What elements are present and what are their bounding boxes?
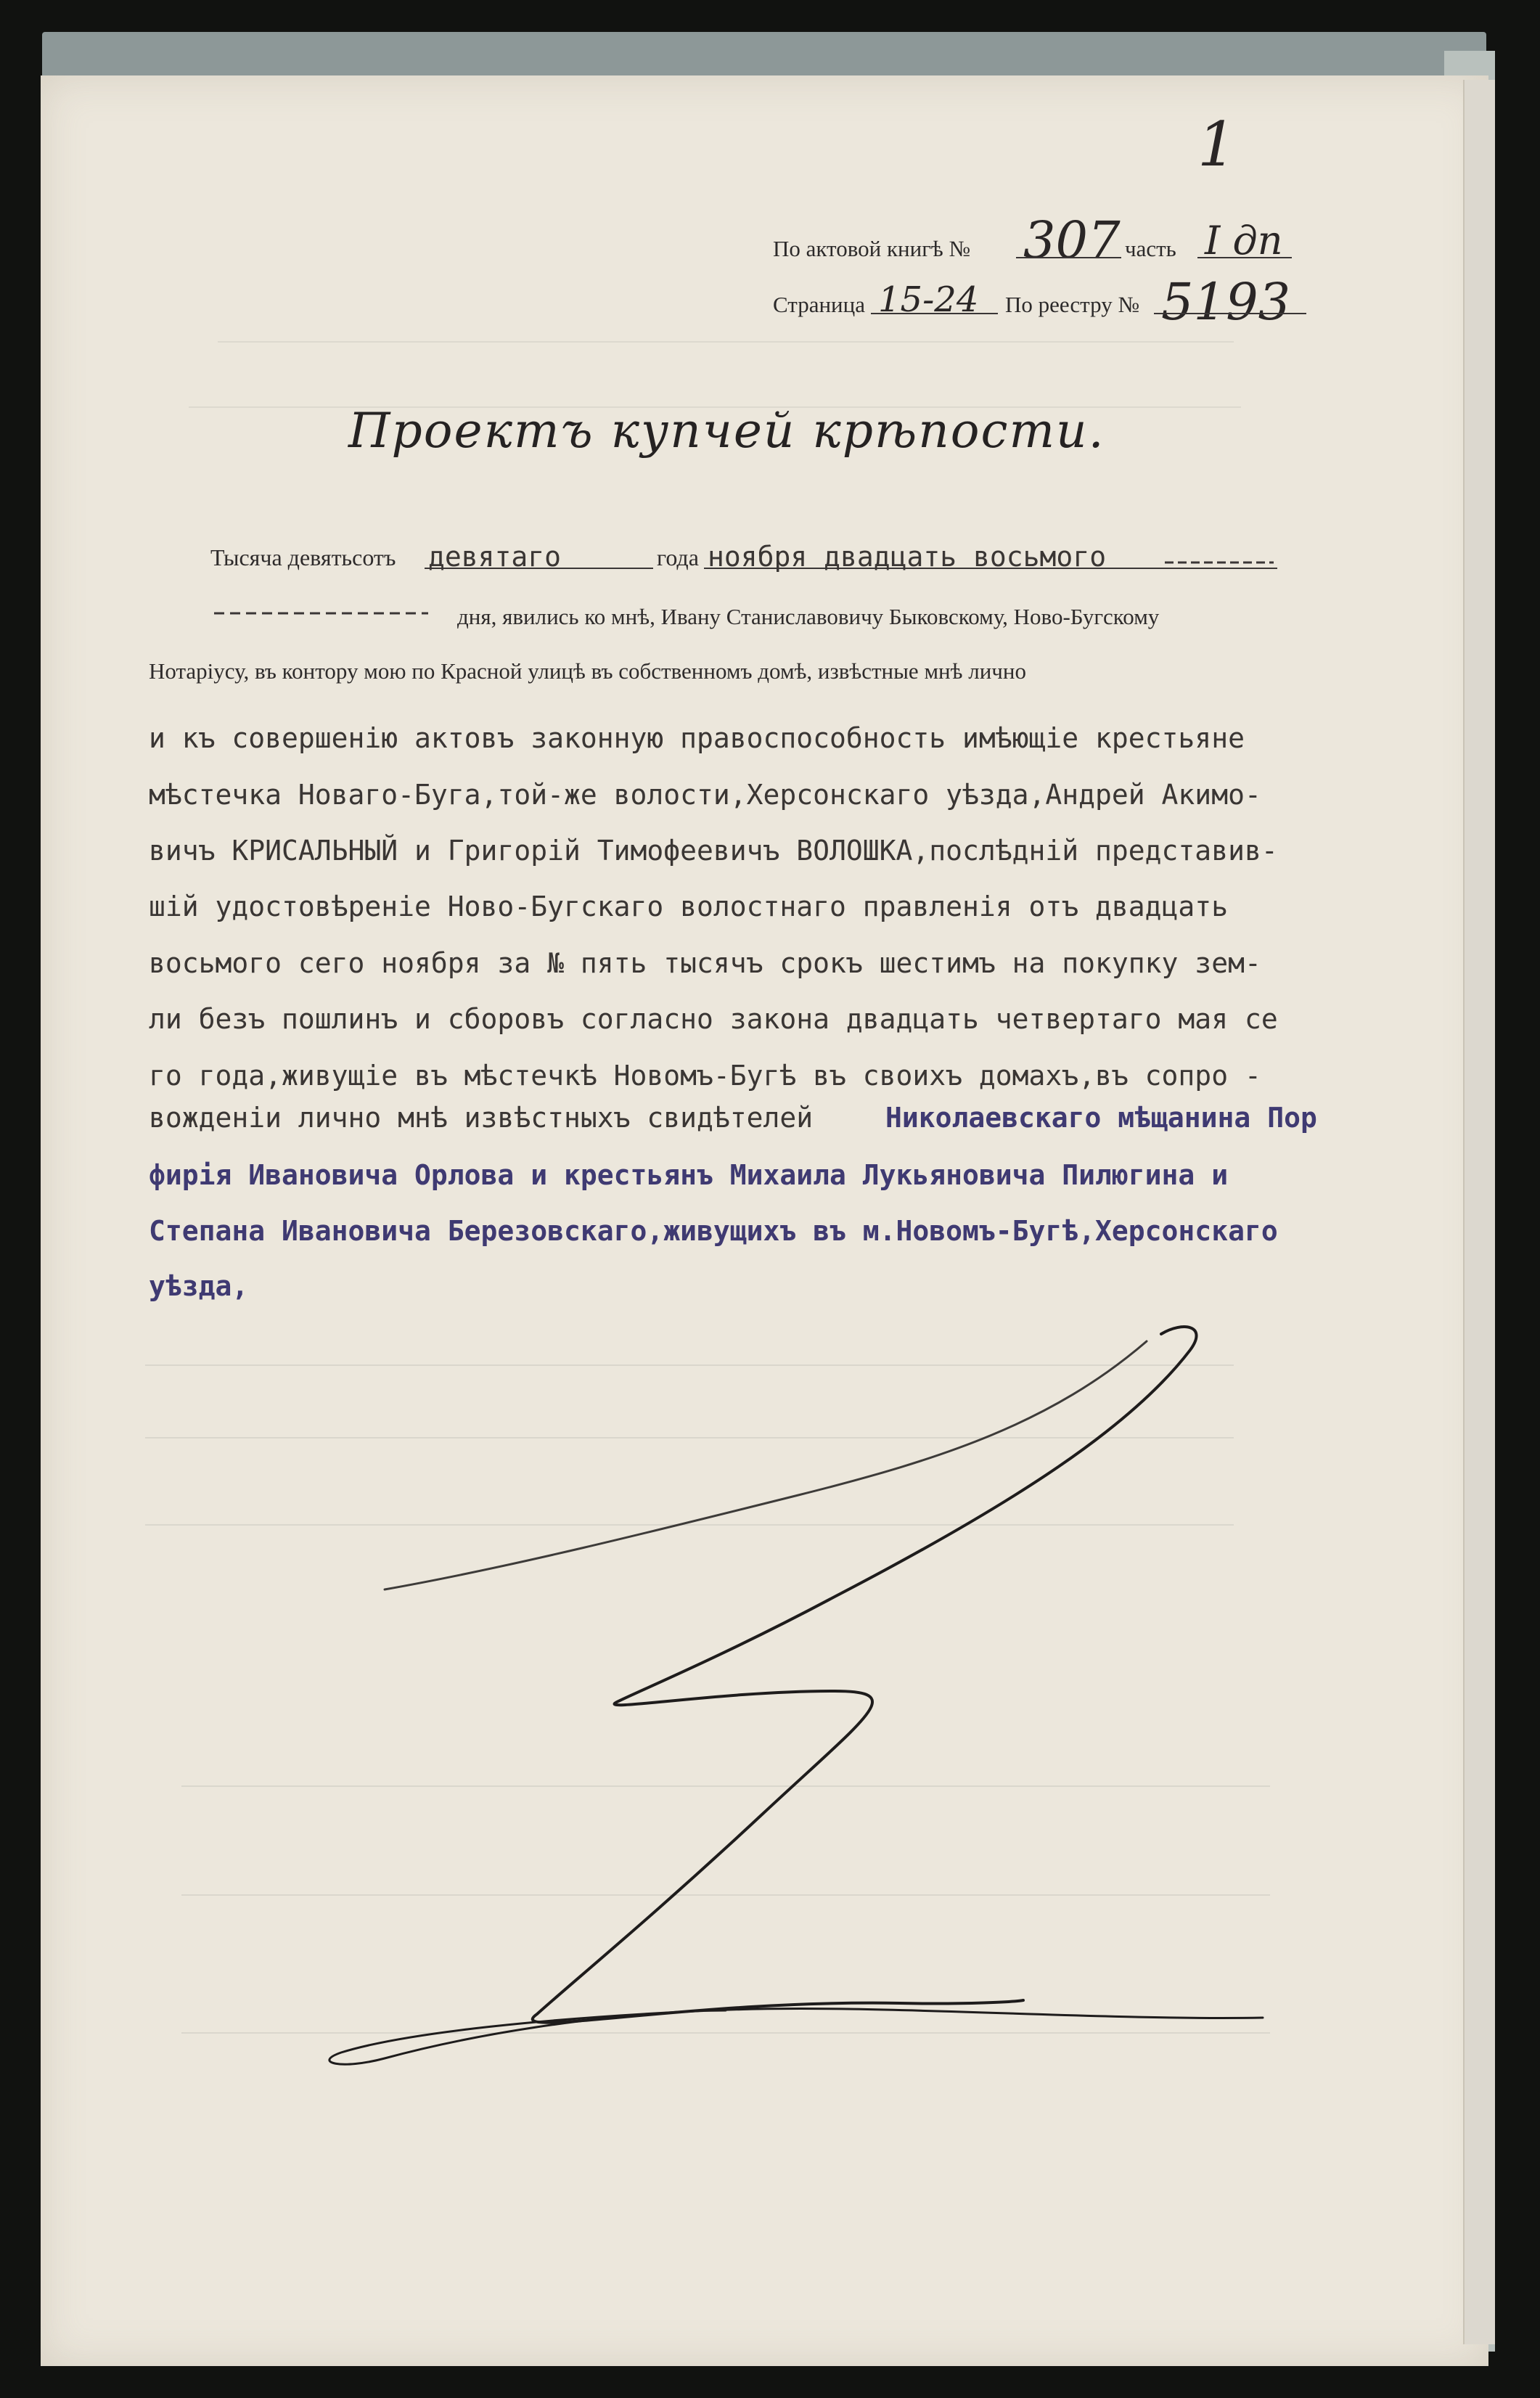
line-11-witness: Николаевскаго мѣщанина Пор bbox=[885, 1102, 1317, 1134]
book-number-value: 307 bbox=[1023, 210, 1121, 270]
line-1-year-suffix: года bbox=[657, 544, 699, 570]
line-7: шій удостовѣреніе Ново-Бугскаго волостнаго правленія отъ двадцать bbox=[149, 891, 1229, 922]
registry-value: 5193 bbox=[1161, 272, 1291, 332]
page-value: 15-24 bbox=[878, 279, 979, 320]
line-11-lead: вожденіи лично мнѣ извѣстныхъ свидѣтелей bbox=[149, 1102, 814, 1134]
line-3: Нотаріусу, въ контору мою по Красной улицѣ въ собственномъ домѣ, извѣстные мнѣ лично bbox=[149, 658, 1026, 684]
line-1-year: девятаго bbox=[428, 541, 562, 573]
line-9: ли безъ пошлинъ и сборовъ согласно закона двадцать четвертаго мая се bbox=[149, 1003, 1278, 1035]
part-value: I дп bbox=[1205, 218, 1283, 263]
line-13: Степана Ивановича Березовскаго,живущихъ въ м.Новомъ-Бугѣ,Херсонскаго bbox=[149, 1215, 1278, 1247]
line-10: го года,живущіе въ мѣстечкѣ Новомъ-Бугѣ въ своихъ домахъ,въ сопро - bbox=[149, 1060, 1261, 1092]
line-1-date: ноября двадцать восьмого bbox=[708, 541, 1107, 573]
cancellation-stroke-base bbox=[329, 2009, 1263, 2065]
cancellation-stroke-main bbox=[533, 1327, 1197, 2023]
part-label: часть bbox=[1125, 236, 1176, 261]
line-1-lead: Тысяча девятьсотъ bbox=[210, 544, 396, 570]
document-title: Проектъ купчей крѣпости. bbox=[348, 403, 1105, 459]
line-8: восьмого сего ноября за № пять тысячъ срокъ шестимъ на покупку зем- bbox=[149, 947, 1261, 979]
cancellation-stroke-sweep bbox=[385, 1341, 1147, 1589]
line-12: фирія Ивановича Орлова и крестьянъ Михаила Лукьяновича Пилюгина и bbox=[149, 1159, 1229, 1191]
page-label: Страница bbox=[773, 292, 865, 317]
line-5: мѣстечка Новаго-Буга,той-же волости,Херсонскаго уѣзда,Андрей Акимо- bbox=[149, 779, 1261, 811]
page-number: 1 bbox=[1197, 109, 1237, 180]
line-4: и къ совершенію актовъ законную правоспособность имѣющіе крестьяне bbox=[149, 722, 1245, 754]
line-14: уѣзда, bbox=[149, 1270, 249, 1302]
book-number-label: По актовой книгѣ № bbox=[773, 236, 971, 261]
line-2: дня, явились ко мнѣ, Ивану Станиславовичу Быковскому, Ново-Бугскому bbox=[457, 604, 1160, 629]
line-6: вичъ КРИСАЛЬНЫЙ и Григорій Тимофеевичъ ВОЛОШКА,послѣдній представив- bbox=[149, 835, 1278, 867]
registry-label: По реестру № bbox=[1005, 292, 1140, 317]
